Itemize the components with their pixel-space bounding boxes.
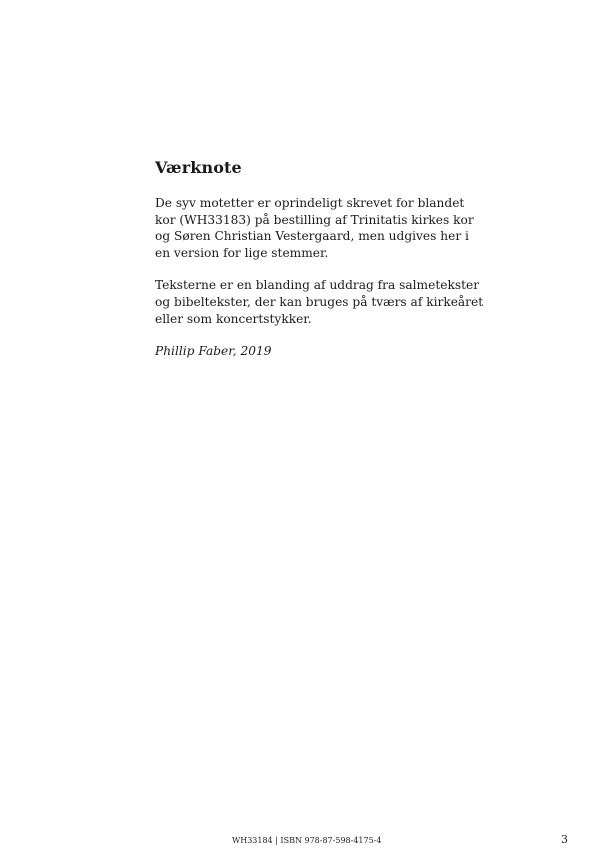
text-line: og Søren Christian Vestergaard, men udgives her i [155, 229, 469, 244]
text-line: kor (WH33183) på bestilling af Trinitatis kirkes kor [155, 212, 474, 227]
paragraph-1 [155, 195, 475, 261]
text-line: eller som koncertstykker. [155, 311, 312, 326]
text-line: Teksterne er en blanding af uddrag fra salmetekster [155, 278, 480, 293]
catalog-isbn-text: WH33184 | ISBN 978-87-598-4175-4 [232, 836, 382, 845]
page-number: 3 [561, 833, 568, 846]
paragraph-2 [155, 277, 484, 327]
author-signature: Phillip Faber, 2019 [155, 344, 272, 359]
section-heading: Værknote [155, 158, 242, 177]
text-line: og bibeltekster, der kan bruges på tværs af kirkeåret [155, 294, 484, 309]
page-footer [0, 834, 612, 848]
text-line: De syv motetter er oprindeligt skrevet for blandet [155, 196, 465, 210]
text-line: en version for lige stemmer. [155, 245, 329, 260]
work-note-section [155, 158, 484, 360]
